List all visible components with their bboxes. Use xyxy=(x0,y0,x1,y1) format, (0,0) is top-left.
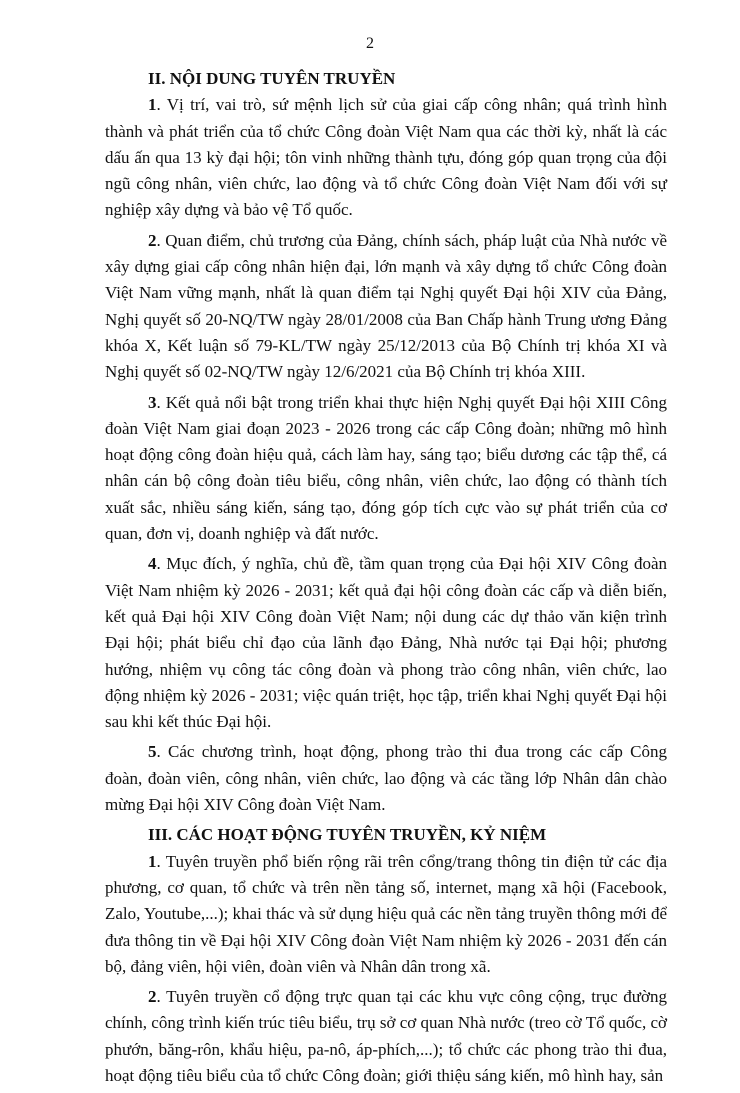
section-heading: III. CÁC HOẠT ĐỘNG TUYÊN TRUYỀN, KỶ NIỆM xyxy=(148,825,547,845)
item-number: 1 xyxy=(148,851,157,871)
paragraph xyxy=(105,849,667,980)
paragraph-text: . Quan điểm, chủ trương của Đảng, chính sách, pháp luật của Nhà nước về xây dựng giai cấp công nhân hiện đại, lớn mạnh và xây dựng tổ chức Công đoàn Việt Nam vững mạnh, nhất là quan điểm tại Nghị quyết Đại hội XIV của Đảng, Nghị quyết số 20-NQ/TW ngày 28/01/2008 của Ban Chấp hành Trung ương Đảng khóa X, Kết luận số 79-KL/TW ngày 25/12/2013 của Bộ Chính trị khóa XI và Nghị quyết số 02-NQ/TW ngày 12/6/2021 của Bộ Chính trị khóa XIII. xyxy=(105,230,667,382)
item-number: 1 xyxy=(148,95,157,115)
paragraph xyxy=(105,92,667,223)
section-activities xyxy=(105,822,667,1089)
paragraph xyxy=(105,984,667,1089)
paragraph-text: . Kết quả nổi bật trong triển khai thực hiện Nghị quyết Đại hội XIII Công đoàn Việt Nam giai đoạn 2023 - 2026 trong các cấp Công đoàn; những mô hình hoạt động công đoàn hiệu quả, cách làm hay, sáng tạo; biểu dương các tập thể, cá nhân cán bộ công đoàn tiêu biểu, công nhân, viên chức, lao động có thành tích xuất sắc, nhiều sáng kiến, sáng tạo, đóng góp tích cực vào sự phát triển của cơ quan, đơn vị, doanh nghiệp và đất nước. xyxy=(105,392,667,544)
item-number: 5 xyxy=(148,742,157,762)
paragraph-text: . Tuyên truyền cổ động trực quan tại các khu vực công cộng, trục đường chính, công trình kiến trúc tiêu biểu, trụ sở cơ quan Nhà nước (treo cờ Tổ quốc, cờ phướn, băng-rôn, khẩu hiệu, pa-nô, áp-phích,...); tổ chức các phong trào thi đua, hoạt động tiêu biểu của tổ chức Công đoàn; giới thiệu sáng kiến, mô hình hay, sản xyxy=(105,987,667,1085)
section-content xyxy=(105,66,667,818)
document-body xyxy=(105,66,667,1093)
page-number: 2 xyxy=(366,35,374,52)
item-number: 2 xyxy=(148,987,157,1007)
paragraph-text: . Tuyên truyền phổ biến rộng rãi trên cổng/trang thông tin điện tử các địa phương, cơ quan, tổ chức và trên nền tảng số, internet, mạng xã hội (Facebook, Zalo, Youtube,...); khai thác và sử dụng hiệu quả các nền tảng truyền thông mới để đưa thông tin về Đại hội XIV Công đoàn Việt Nam nhiệm kỳ 2026 - 2031 đến cán bộ, đảng viên, hội viên, đoàn viên và Nhân dân trong xã. xyxy=(105,851,667,976)
section-heading: II. NỘI DUNG TUYÊN TRUYỀN xyxy=(148,69,396,88)
paragraph xyxy=(105,228,667,386)
item-number: 2 xyxy=(148,230,157,250)
item-number: 4 xyxy=(148,554,157,574)
paragraph xyxy=(105,551,667,735)
item-number: 3 xyxy=(148,392,157,412)
paragraph xyxy=(105,739,667,818)
paragraph xyxy=(105,390,667,548)
paragraph-text: . Vị trí, vai trò, sứ mệnh lịch sử của giai cấp công nhân; quá trình hình thành và phát triển của tổ chức Công đoàn Việt Nam qua các thời kỳ, nhất là các dấu ấn qua 13 kỳ đại hội; tôn vinh những thành tựu, đóng góp quan trọng của đội ngũ công nhân, viên chức, lao động và tổ chức Công đoàn Việt Nam đối với sự nghiệp xây dựng và bảo vệ Tổ quốc. xyxy=(105,95,667,220)
paragraph-text: . Các chương trình, hoạt động, phong trào thi đua trong các cấp Công đoàn, đoàn viên, công nhân, viên chức, lao động và các tầng lớp Nhân dân chào mừng Đại hội XIV Công đoàn Việt Nam. xyxy=(105,742,667,815)
paragraph-text: . Mục đích, ý nghĩa, chủ đề, tầm quan trọng của Đại hội XIV Công đoàn Việt Nam nhiệm kỳ 2026 - 2031; kết quả đại hội công đoàn các cấp và diễn biến, kết quả Đại hội XIV Công đoàn Việt Nam; nội dung các dự thảo văn kiện trình Đại hội; phát biểu chỉ đạo của lãnh đạo Đảng, Nhà nước tại Đại hội; phương hướng, nhiệm vụ công tác công đoàn và phong trào công nhân, viên chức, lao động nhiệm kỳ 2026 - 2031; việc quán triệt, học tập, triển khai Nghị quyết Đại hội sau khi kết thúc Đại hội. xyxy=(105,554,667,732)
